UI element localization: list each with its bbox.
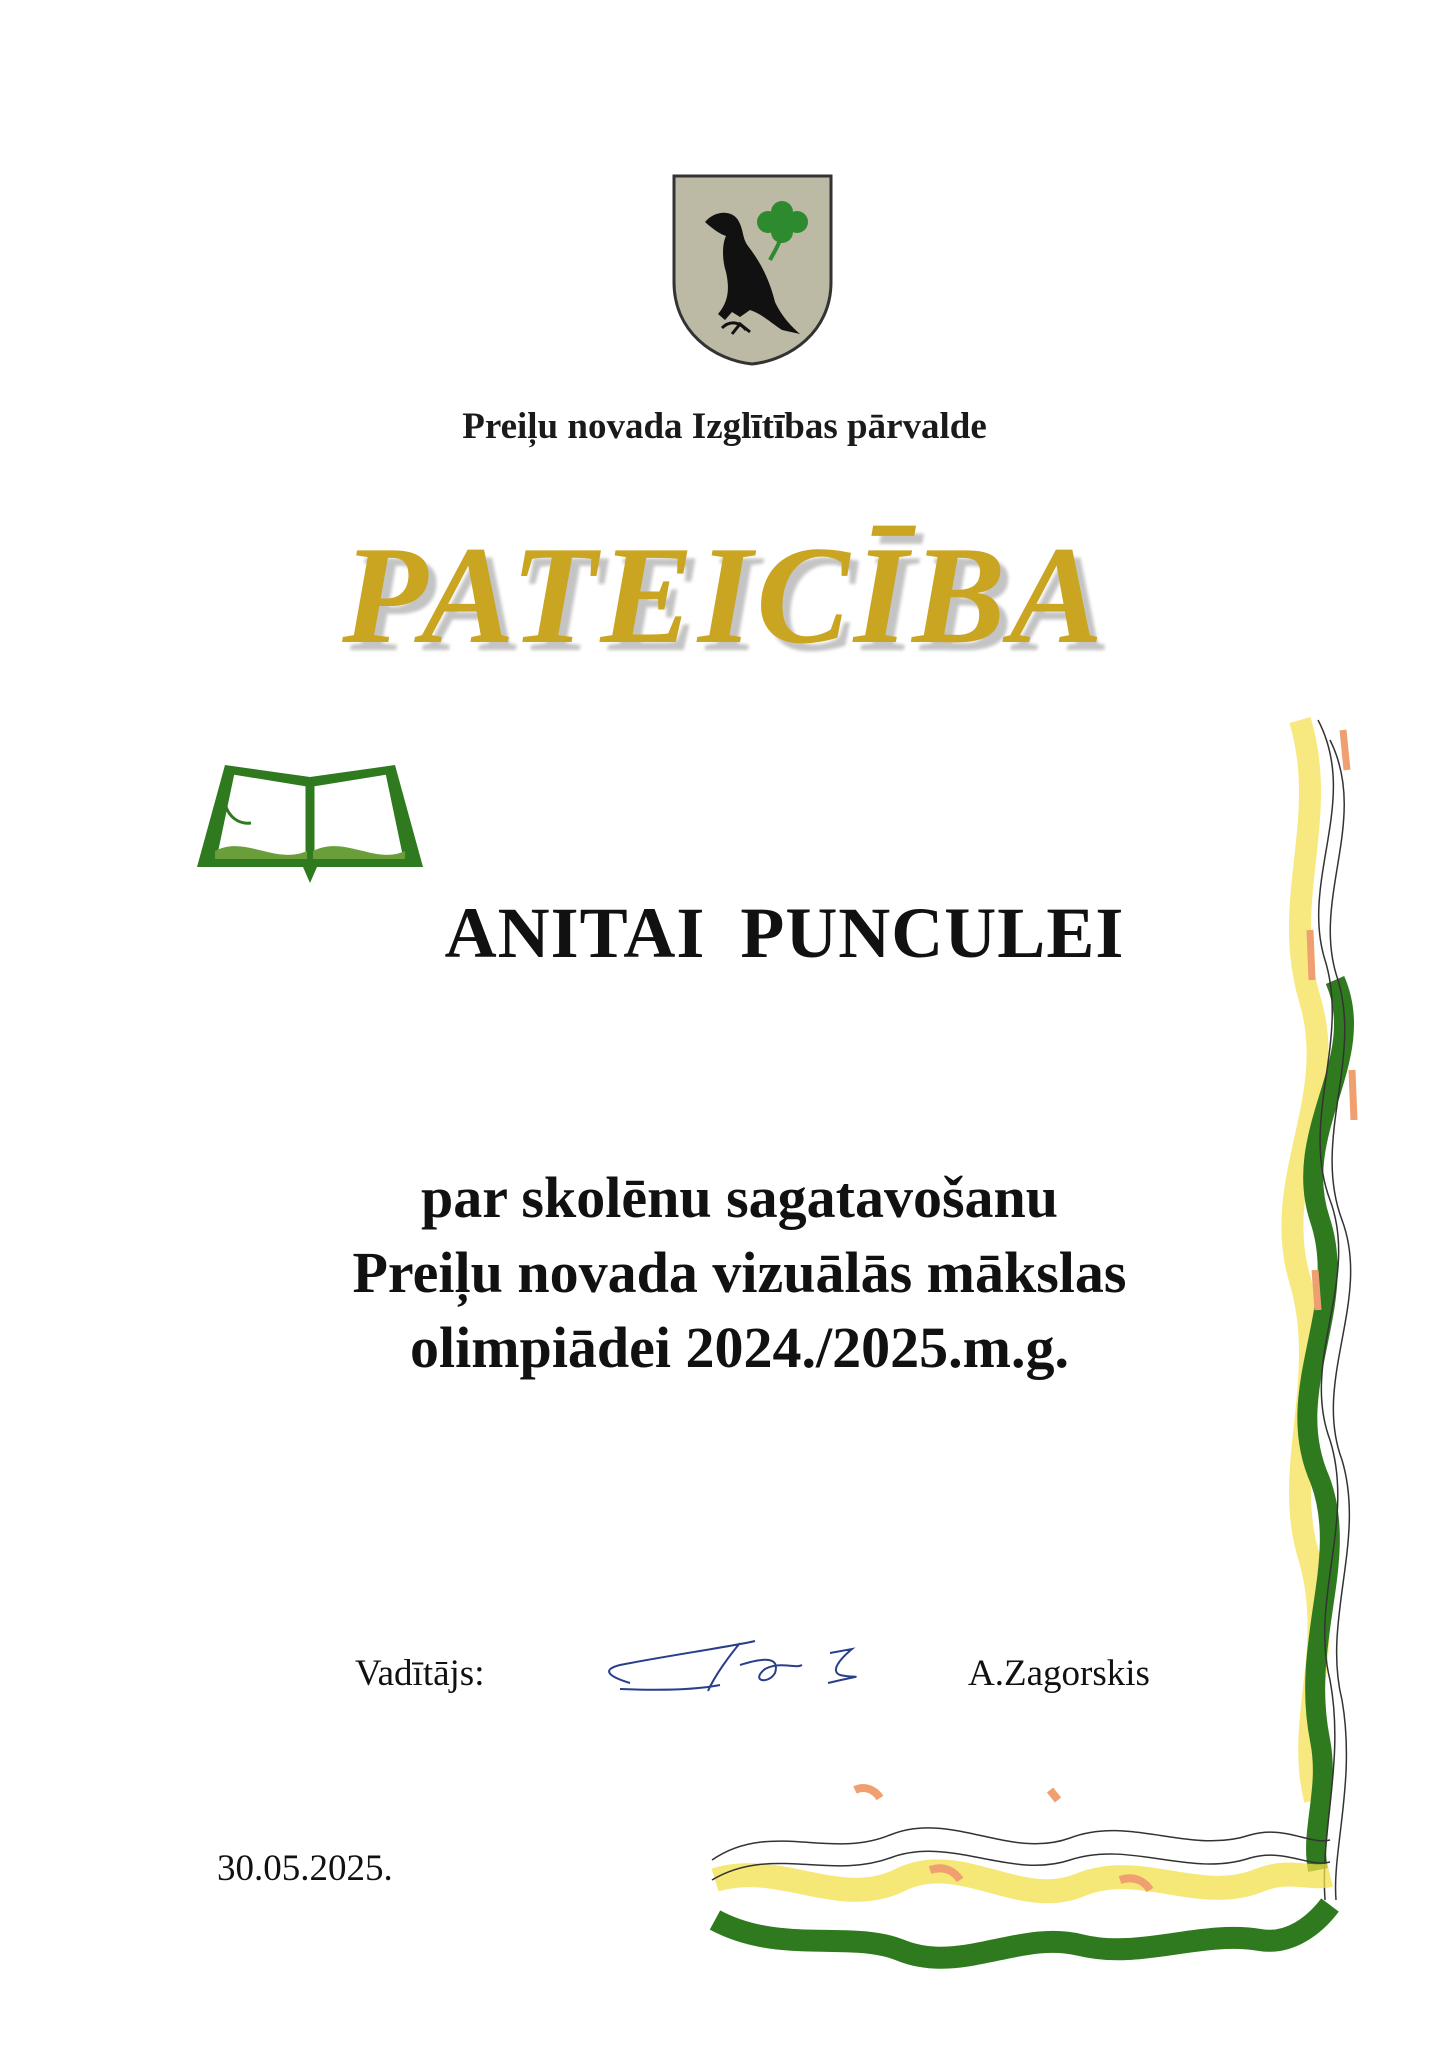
reason-line: par skolēnu sagatavošanu [420,1165,1059,1230]
certificate-title: PATEICĪBA [342,518,1107,673]
issue-date: 30.05.2025. [217,1848,393,1889]
organization-name: Preiļu novada Izglītības pārvalde [462,406,987,447]
handwritten-signature [590,1625,910,1700]
recipient-name: ANITAI PUNCULEI [444,893,1125,973]
reason-text [0,1160,1449,1385]
signatory-name: A.Zagorskis [968,1653,1150,1694]
coat-of-arms-raven-clover-icon [670,172,835,368]
open-book-icon [195,755,425,895]
signature-label: Vadītājs: [355,1653,485,1694]
reason-line: Preiļu novada vizuālās mākslas [352,1240,1127,1305]
reason-line: olimpiādei 2024./2025.m.g. [410,1315,1069,1380]
